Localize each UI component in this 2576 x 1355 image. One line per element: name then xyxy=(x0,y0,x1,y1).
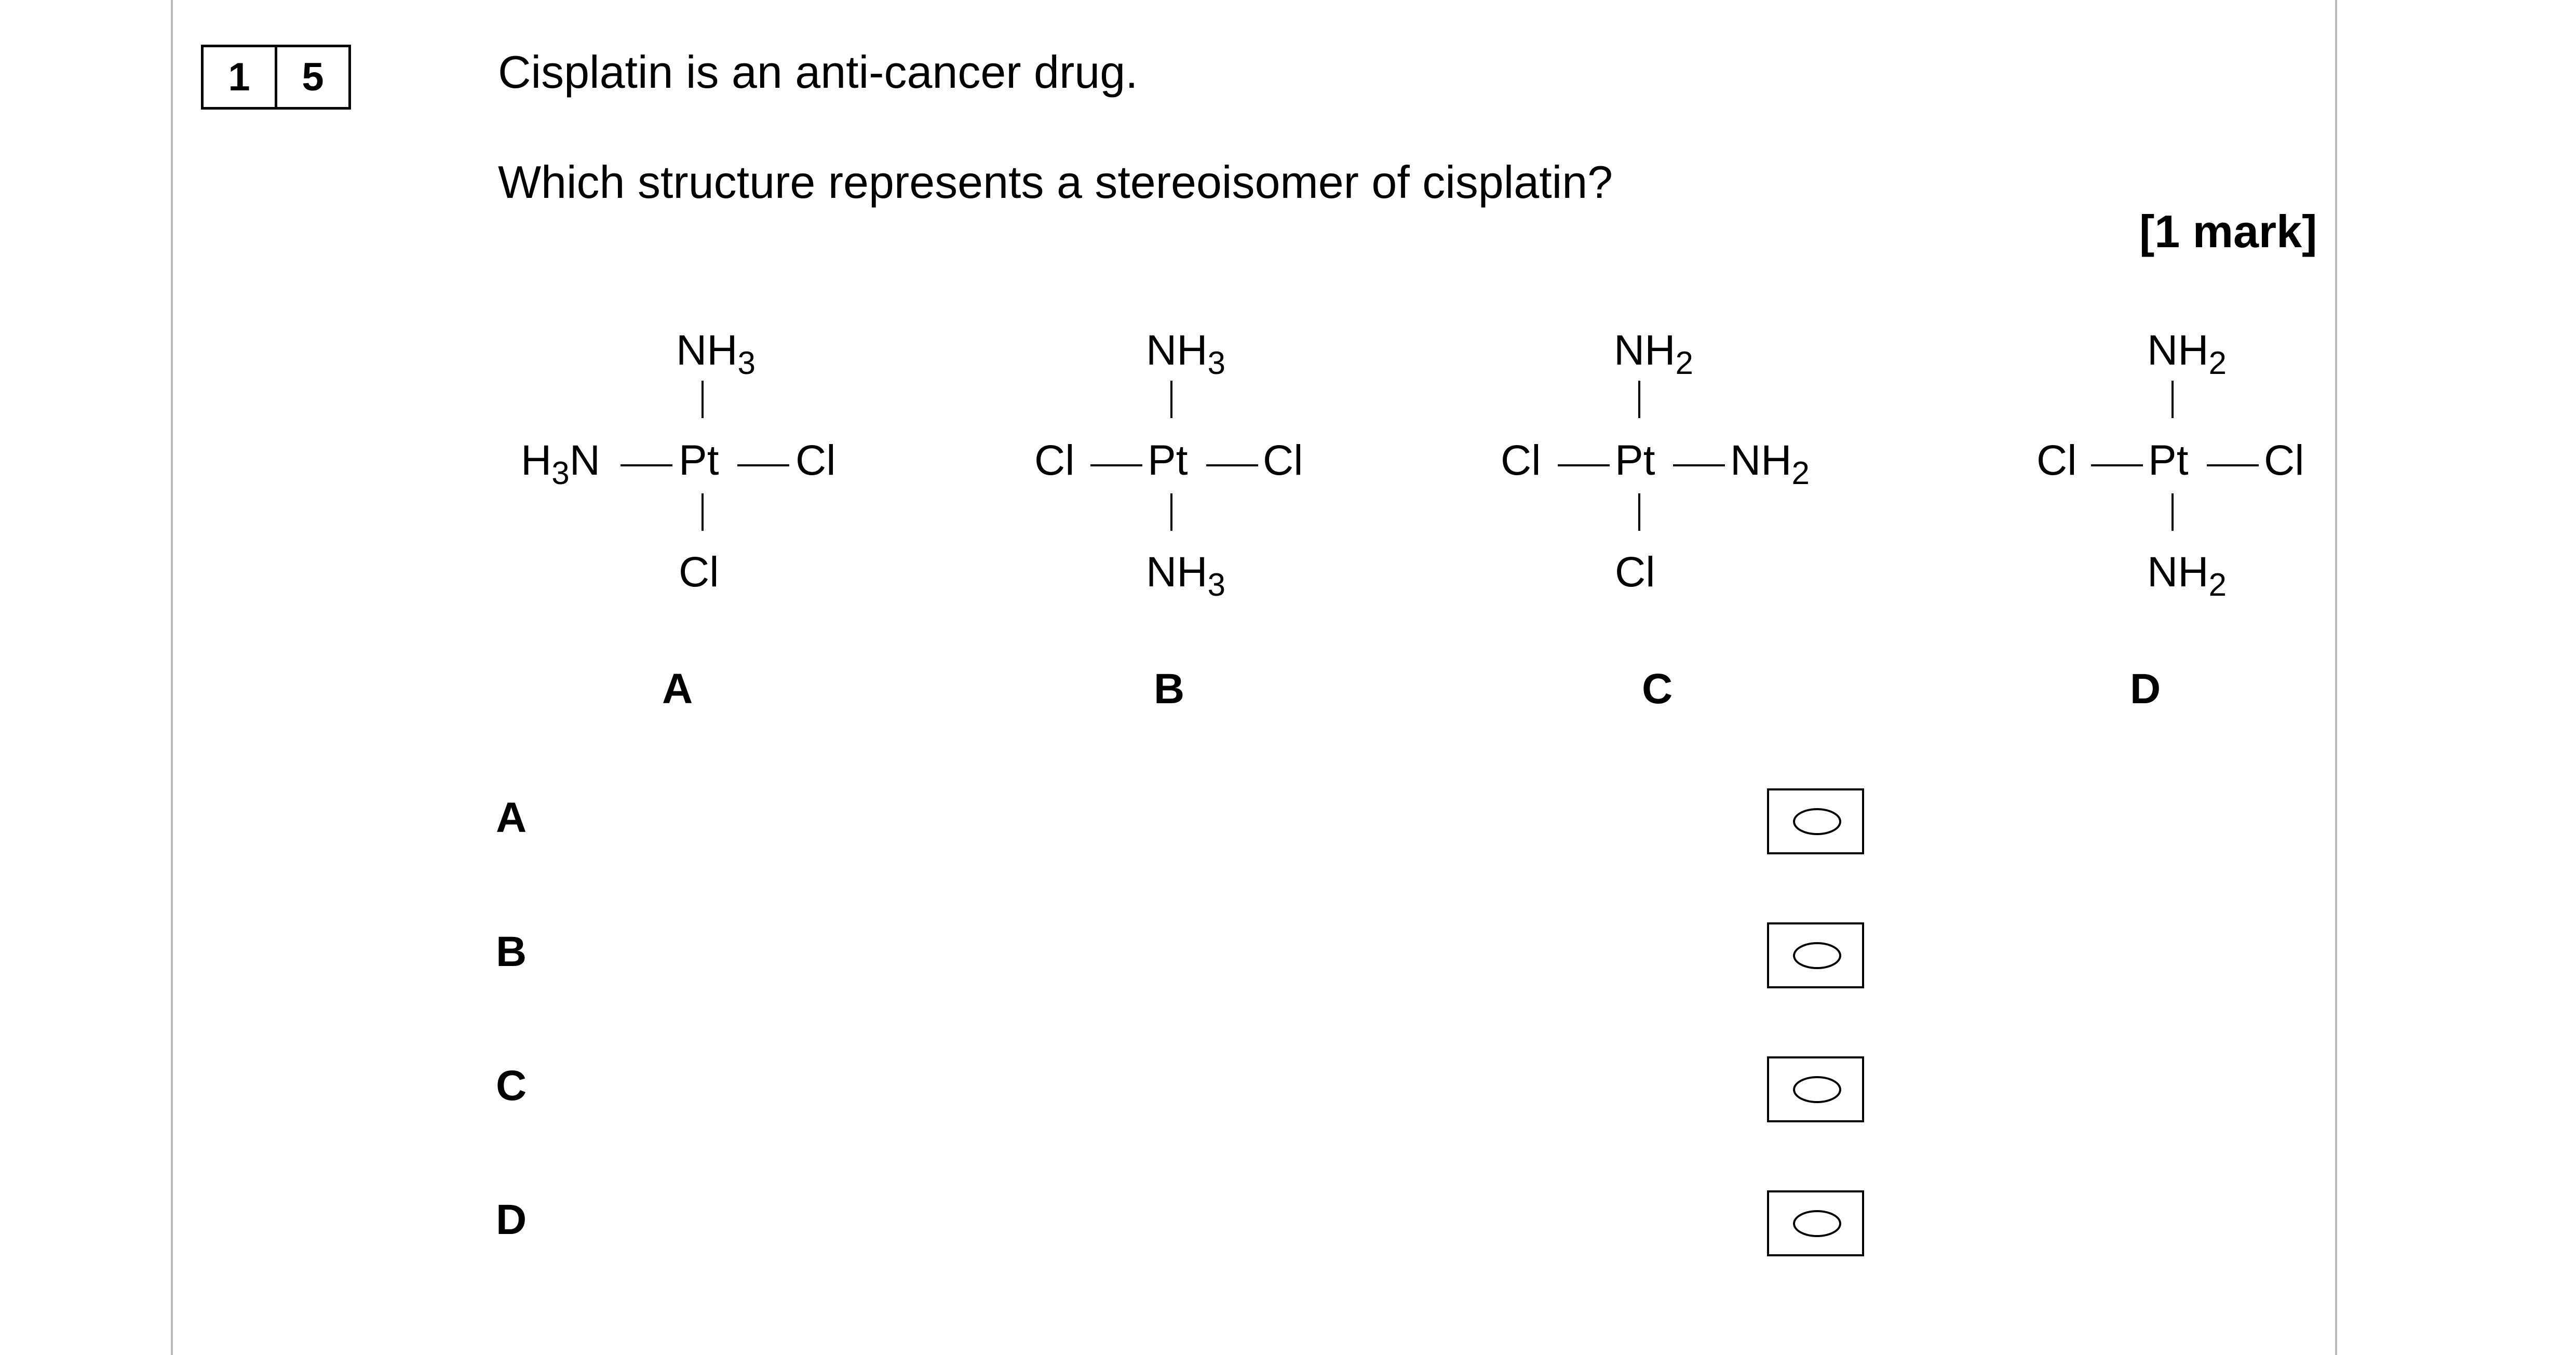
structure-c-top-ligand: $NH_2$ xyxy=(1614,327,1693,381)
structure-c-bond-bottom xyxy=(1638,493,1640,531)
option-letter-d: D xyxy=(496,1196,527,1243)
structure-a-bottom-ligand: Cl xyxy=(679,548,719,596)
answer-oval-b[interactable] xyxy=(1793,942,1841,969)
structure-b-bottom-ligand: $NH_3$ xyxy=(1146,548,1225,603)
structure-c-bond-right xyxy=(1673,464,1725,466)
structure-d-bond-left xyxy=(2091,464,2143,466)
question-prompt: Which structure represents a stereoisomer of cisplatin? xyxy=(498,156,1613,208)
structure-b-bond-left xyxy=(1090,464,1142,466)
structure-b-center: Pt xyxy=(1148,437,1188,484)
structure-b-bond-right xyxy=(1206,464,1258,466)
answer-box-d[interactable] xyxy=(1767,1190,1864,1256)
structure-c-left-ligand: Cl xyxy=(1501,437,1541,484)
structure-c-center: Pt xyxy=(1615,437,1655,484)
structure-d-top-ligand: $NH_2$ xyxy=(2147,327,2227,381)
structure-a-top-ligand: $NH_3$ xyxy=(676,327,756,381)
structure-a-center: Pt xyxy=(679,437,719,484)
structure-d-right-ligand: Cl xyxy=(2264,437,2304,484)
question-number-digit-2: 5 xyxy=(275,47,348,107)
question-number-box xyxy=(201,45,351,110)
answer-box-c[interactable] xyxy=(1767,1056,1864,1122)
marks-label: [1 mark] xyxy=(2139,206,2317,257)
structure-d-center: Pt xyxy=(2148,437,2189,484)
option-letter-a: A xyxy=(496,794,527,841)
structure-b-left-ligand: Cl xyxy=(1034,437,1075,484)
page-border-left xyxy=(171,0,173,1355)
option-letter-b: B xyxy=(496,928,527,975)
structure-d-label: D xyxy=(2130,665,2161,713)
structure-d-bond-right xyxy=(2207,464,2259,466)
structure-a-label: A xyxy=(662,665,693,713)
structure-d-bond-bottom xyxy=(2172,493,2174,531)
structure-d-bond-top xyxy=(2172,381,2174,418)
structure-c-bond-left xyxy=(1558,464,1610,466)
structure-a-bond-bottom xyxy=(702,493,704,531)
page-border-right xyxy=(2335,0,2337,1355)
answer-oval-c[interactable] xyxy=(1793,1076,1841,1103)
question-intro: Cisplatin is an anti-cancer drug. xyxy=(498,46,1138,98)
structure-b-bond-top xyxy=(1170,381,1172,418)
structure-a-left-ligand: $H_3N$ xyxy=(521,437,600,491)
structure-d-bottom-ligand: $NH_2$ xyxy=(2147,548,2227,603)
structure-a-bond-top xyxy=(702,381,704,418)
answer-box-b[interactable] xyxy=(1767,922,1864,988)
question-number-digit-1: 1 xyxy=(228,55,250,99)
structure-a-right-ligand: Cl xyxy=(795,437,836,484)
structure-a-bond-left xyxy=(621,464,672,466)
answer-oval-a[interactable] xyxy=(1793,808,1841,835)
structure-c-bond-top xyxy=(1638,381,1640,418)
option-letter-c: C xyxy=(496,1062,527,1109)
answer-box-a[interactable] xyxy=(1767,788,1864,854)
structure-d-left-ligand: Cl xyxy=(2036,437,2077,484)
structure-c-right-ligand: $NH_2$ xyxy=(1730,437,1810,491)
structure-a-bond-right xyxy=(737,464,789,466)
structure-c-label: C xyxy=(1642,665,1673,713)
structure-b-top-ligand: $NH_3$ xyxy=(1146,327,1225,381)
structure-b-label: B xyxy=(1154,665,1185,713)
structure-c-bottom-ligand: Cl xyxy=(1615,548,1655,596)
answer-oval-d[interactable] xyxy=(1793,1210,1841,1237)
structure-b-bond-bottom xyxy=(1170,493,1172,531)
structure-b-right-ligand: Cl xyxy=(1263,437,1303,484)
